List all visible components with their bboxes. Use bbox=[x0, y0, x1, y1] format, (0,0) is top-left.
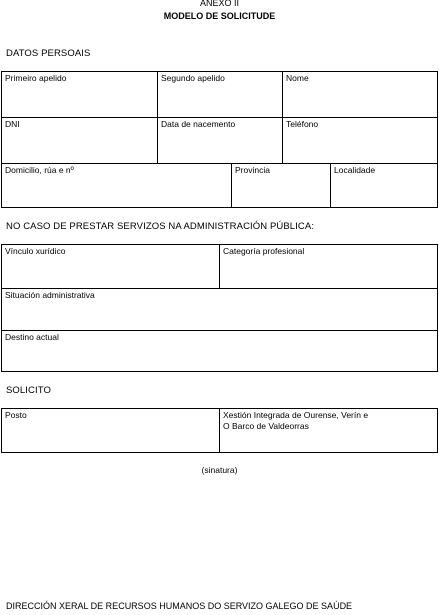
request-table bbox=[1, 408, 438, 453]
administrative-situation-field[interactable]: Situación administrativa bbox=[5, 290, 95, 300]
birth-date-field[interactable]: Data de nacemento bbox=[157, 118, 282, 163]
admin-row-situation bbox=[2, 288, 437, 330]
dni-field[interactable]: DNI bbox=[5, 119, 20, 129]
footer-addressee: DIRECCIÓN XERAL DE RECURSOS HUMANOS DO SERVIZO GALEGO DE SAÚDE bbox=[6, 601, 353, 611]
personal-data-heading: DATOS PERSOAIS bbox=[6, 48, 91, 59]
admin-row-link bbox=[2, 245, 437, 288]
second-surname-field[interactable]: Segundo apelido bbox=[157, 72, 282, 117]
management-line-2: O Barco de Valdeorras bbox=[223, 421, 309, 431]
name-field[interactable]: Nome bbox=[282, 72, 437, 117]
request-heading: SOLICITO bbox=[6, 385, 51, 396]
management-field bbox=[219, 409, 437, 452]
personal-data-table bbox=[1, 71, 438, 208]
personal-row-names bbox=[2, 72, 437, 117]
current-destination-field[interactable]: Destino actual bbox=[5, 332, 59, 342]
personal-row-id bbox=[2, 117, 437, 163]
form-title: MODELO DE SOLICITUDE bbox=[163, 11, 276, 21]
post-field[interactable]: Posto bbox=[5, 410, 27, 420]
first-surname-field[interactable]: Primeiro apelido bbox=[5, 73, 67, 83]
phone-field[interactable]: Teléfono bbox=[282, 118, 437, 163]
management-line-1: Xestión Integrada de Ourense, Verín e bbox=[223, 410, 369, 420]
legal-link-field[interactable]: Vínculo xurídico bbox=[5, 246, 66, 256]
annex-label: ANEXO II bbox=[199, 0, 239, 8]
admin-row-destination bbox=[2, 330, 437, 371]
personal-row-address bbox=[2, 163, 437, 207]
public-admin-heading: NO CASO DE PRESTAR SERVIZOS NA ADMINISTRACIÓN PÚBLICA: bbox=[6, 221, 315, 232]
address-field[interactable]: Domicilio, rúa e nº bbox=[5, 165, 74, 175]
professional-category-field[interactable]: Categoría profesional bbox=[219, 245, 437, 288]
public-admin-table bbox=[1, 244, 438, 372]
signature-label: (sinatura) bbox=[201, 465, 238, 475]
request-row bbox=[2, 409, 437, 452]
province-field[interactable]: Provincia bbox=[231, 164, 330, 207]
locality-field[interactable]: Localidade bbox=[330, 164, 437, 207]
